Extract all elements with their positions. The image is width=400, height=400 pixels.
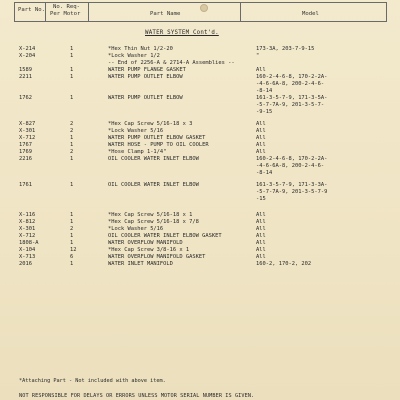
quantity: 1 [70,219,74,225]
header-divider [45,2,46,22]
quantity: 2 [70,226,74,232]
model-list: 161-3-5-7-9, 171-3-5A- [256,95,328,101]
table-row [0,67,400,74]
part-name: *Lock Washer 1/2 [108,53,160,59]
quantity: 1 [70,156,74,162]
model-list: -9-15 [256,109,273,115]
model-list: All [256,219,266,225]
part-name: WATER OVERFLOW MANIFOLD [108,240,183,246]
quantity: 1 [70,261,74,267]
model-list: 160-2-4-6-8, 170-2-2A- [256,156,328,162]
table-row [0,81,400,88]
table-row [0,219,400,226]
part-number: X-214 [19,46,36,52]
table-row [0,109,400,116]
part-number: 2211 [19,74,32,80]
part-name: WATER OVERFLOW MANIFOLD GASKET [108,254,206,260]
quantity: 1 [70,135,74,141]
table-row [0,163,400,170]
table-row [0,135,400,142]
footnote: *Attaching Part - Not included with above item. [19,378,166,384]
part-name: WATER PUMP OUTLET ELBOW [108,74,183,80]
model-list: All [256,226,266,232]
table-row [0,60,400,67]
part-number: 1769 [19,149,32,155]
part-name: WATER INLET MANIFOLD [108,261,173,267]
model-list: " [256,53,260,59]
model-list: 161-3-5-7-9, 171-3-3A- [256,182,328,188]
part-name: WATER HOSE - PUMP TO OIL COOLER [108,142,209,148]
table-row [0,88,400,95]
part-name: *Hose Clamp 1-1/4" [108,149,167,155]
disclaimer: NOT RESPONSIBLE FOR DELAYS OR ERRORS UNLESS MOTOR SERIAL NUMBER IS GIVEN. [19,393,255,399]
quantity: 1 [70,212,74,218]
table-row [0,142,400,149]
part-number: 2016 [19,261,32,267]
model-list: All [256,233,266,239]
part-number: X-827 [19,121,36,127]
part-number: X-204 [19,53,36,59]
table-row [0,212,400,219]
header-divider [240,2,241,22]
quantity: 12 [70,247,77,253]
part-name: WATER PUMP FLANGE GASKET [108,67,186,73]
model-list: -4-6-6A-8, 200-2-4-6- [256,81,325,87]
quantity: 2 [70,149,74,155]
part-name: -- End of 2256-A & 2714-A Assemblies -- [108,60,235,66]
table-row [0,182,400,189]
section-title: WATER SYSTEM Cont'd. [145,30,219,36]
part-name: *Hex Thin Nut 1/2-20 [108,46,173,52]
table-row [0,189,400,196]
table-row [0,46,400,53]
model-list: All [256,135,266,141]
part-number: X-301 [19,128,36,134]
part-name: *Lock Washer 5/16 [108,226,164,232]
model-list: All [256,254,266,260]
header-no-req: No. Req- [53,4,80,10]
model-list: All [256,128,266,134]
model-list: All [256,240,266,246]
quantity: 1 [70,67,74,73]
part-name: *Hex Cap Screw 5/16-18 x 3 [108,121,193,127]
header-divider [386,2,387,22]
model-list: All [256,149,266,155]
table-row [0,233,400,240]
quantity: 2 [70,121,74,127]
part-name: OIL COOLER WATER INLET ELBOW [108,156,199,162]
table-row [0,128,400,135]
quantity: 1 [70,53,74,59]
part-name: *Lock Washer 5/16 [108,128,164,134]
table-row [0,254,400,261]
table-row [0,196,400,203]
part-number: 1767 [19,142,32,148]
model-list: -4-6-6A-8, 200-2-4-6- [256,163,325,169]
part-name: WATER PUMP OUTLET ELBOW [108,95,183,101]
quantity: 1 [70,240,74,246]
part-number: X-812 [19,219,36,225]
part-name: *Hex Cap Screw 3/8-16 x 1 [108,247,190,253]
part-number: 1761 [19,182,32,188]
part-number: 1589 [19,67,32,73]
part-number: X-116 [19,212,36,218]
table-row [0,74,400,81]
table-row [0,226,400,233]
model-list: All [256,142,266,148]
part-name: WATER PUMP OUTLET ELBOW GASKET [108,135,206,141]
part-number: X-712 [19,233,36,239]
table-row [0,247,400,254]
header-per-motor: Per Motor [50,11,81,17]
part-number: X-301 [19,226,36,232]
table-row [0,156,400,163]
table-row [0,261,400,268]
model-list: 160-2-4-6-8, 170-2-2A- [256,74,328,80]
header-model: Model [302,11,319,17]
model-list: -5-7-7A-9, 201-3-5-7-9 [256,189,328,195]
quantity: 2 [70,128,74,134]
table-row [0,102,400,109]
table-row [0,121,400,128]
model-list: All [256,67,266,73]
part-name: *Hex Cap Screw 5/16-18 x 1 [108,212,193,218]
model-list: 160-2, 170-2, 202 [256,261,312,267]
header-top-rule [14,2,386,3]
table-row [0,149,400,156]
part-name: OIL COOLER WATER INLET ELBOW [108,182,199,188]
part-number: 1762 [19,95,32,101]
part-name: *Hex Cap Screw 5/16-18 x 7/8 [108,219,199,225]
quantity: 1 [70,95,74,101]
table-row [0,240,400,247]
model-list: -8-14 [256,170,273,176]
table-row [0,170,400,177]
part-name: OIL COOLER WATER INLET ELBOW GASKET [108,233,222,239]
model-list: -15 [256,196,266,202]
header-divider [88,2,89,22]
part-number: X-712 [19,135,36,141]
quantity: 1 [70,233,74,239]
model-list: All [256,212,266,218]
part-number: 1808-A [19,240,39,246]
quantity: 6 [70,254,74,260]
part-number: 2216 [19,156,32,162]
quantity: 1 [70,142,74,148]
model-list: 173-3A, 203-7-9-15 [256,46,315,52]
table-row [0,53,400,60]
header-bottom-rule [14,21,386,22]
part-number: X-713 [19,254,36,260]
table-row [0,95,400,102]
part-number: X-104 [19,247,36,253]
model-list: -8-14 [256,88,273,94]
model-list: -5-7-7A-9, 201-3-5-7- [256,102,325,108]
header-divider [14,2,15,22]
header-part-name: Part Name [150,11,181,17]
binder-hole [200,4,208,12]
model-list: All [256,121,266,127]
quantity: 1 [70,182,74,188]
quantity: 1 [70,46,74,52]
header-part-no: Part No. [18,7,45,13]
model-list: All [256,247,266,253]
quantity: 1 [70,74,74,80]
